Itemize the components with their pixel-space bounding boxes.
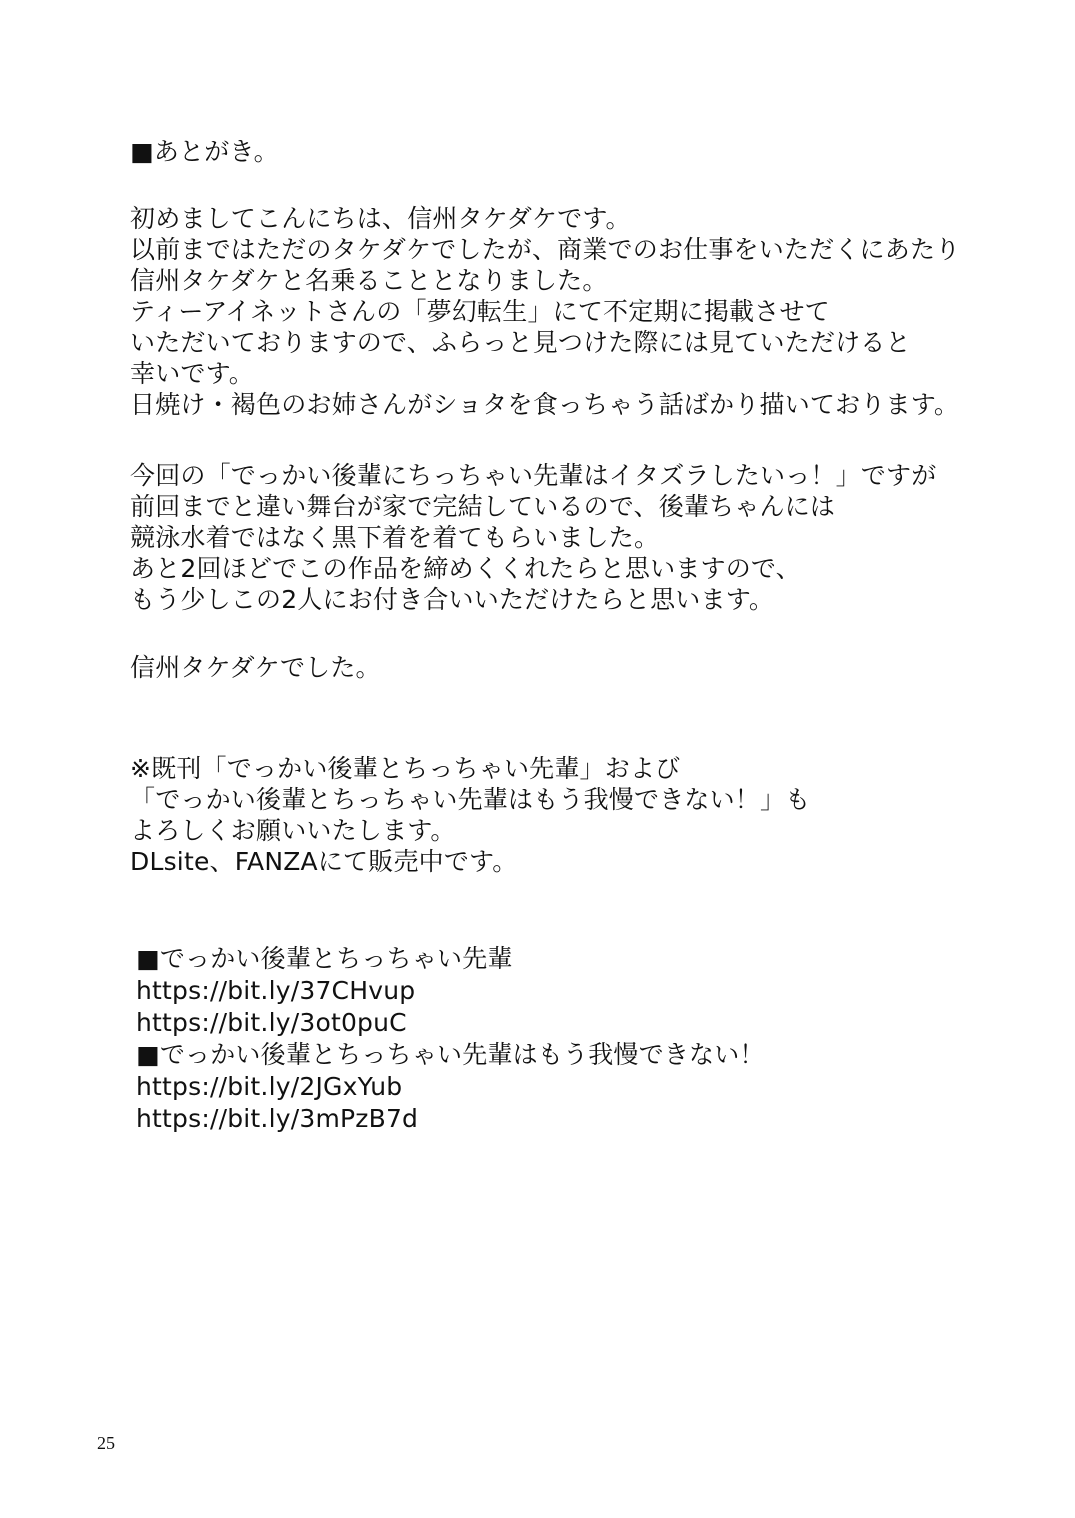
author-signoff: 信州タケダケでした。 (130, 653, 381, 682)
notice-line: ※既刊「でっかい後輩とちっちゃい先輩」および (130, 754, 681, 783)
product-links-section (136, 943, 1036, 1135)
afterword-heading: ■あとがき。 (130, 137, 279, 166)
product-link: https://bit.ly/37CHvup (136, 976, 416, 1005)
intro-line: 信州タケダケと名乗ることとなりました。 (130, 266, 608, 295)
intro-line: 幸いです。 (130, 359, 255, 388)
work-line: 前回までと違い舞台が家で完結しているので、後輩ちゃんには (130, 492, 836, 521)
product-link: https://bit.ly/3mPzB7d (136, 1104, 419, 1133)
work-line: あと2回ほどでこの作品を締めくくれたらと思いますので、 (130, 554, 801, 583)
product-link: https://bit.ly/3ot0puC (136, 1008, 407, 1037)
intro-line: 日焼け・褐色のお姉さんがショタを食っちゃう話ばかり描いております。 (130, 390, 960, 419)
notice-line: よろしくお願いいたします。 (130, 816, 456, 845)
work-line: 今回の「でっかい後輩にちっちゃい先輩はイタズラしたいっ！」ですが (130, 461, 937, 490)
afterword-heading-block (130, 136, 1030, 167)
intro-line: 初めましてこんにちは、信州タケダケです。 (130, 204, 631, 233)
work-line: もう少しこの2人にお付き合いいただけたらと思います。 (130, 585, 775, 614)
introduction-section (130, 203, 1030, 420)
page-number: 25 (97, 1433, 115, 1453)
notice-line: DLsite、FANZAにて販売中です。 (130, 847, 518, 876)
product-title: ■でっかい後輩とちっちゃい先輩はもう我慢できない！ (136, 1040, 765, 1069)
intro-line: 以前まではただのタケダケでしたが、商業でのお仕事をいただくにあたり (130, 235, 961, 264)
current-work-section (130, 460, 1030, 615)
previous-works-notice (130, 753, 1030, 877)
product-link: https://bit.ly/2JGxYub (136, 1072, 403, 1101)
intro-line: いただいておりますので、ふらっと見つけた際には見ていただけると (130, 328, 911, 357)
notice-line: 「でっかい後輩とちっちゃい先輩はもう我慢できない！」も (130, 785, 811, 814)
product-title: ■でっかい後輩とちっちゃい先輩 (136, 944, 513, 973)
intro-line: ティーアイネットさんの「夢幻転生」にて不定期に掲載させて (130, 297, 830, 326)
signoff-block (130, 652, 1030, 683)
work-line: 競泳水着ではなく黒下着を着てもらいました。 (130, 523, 660, 552)
